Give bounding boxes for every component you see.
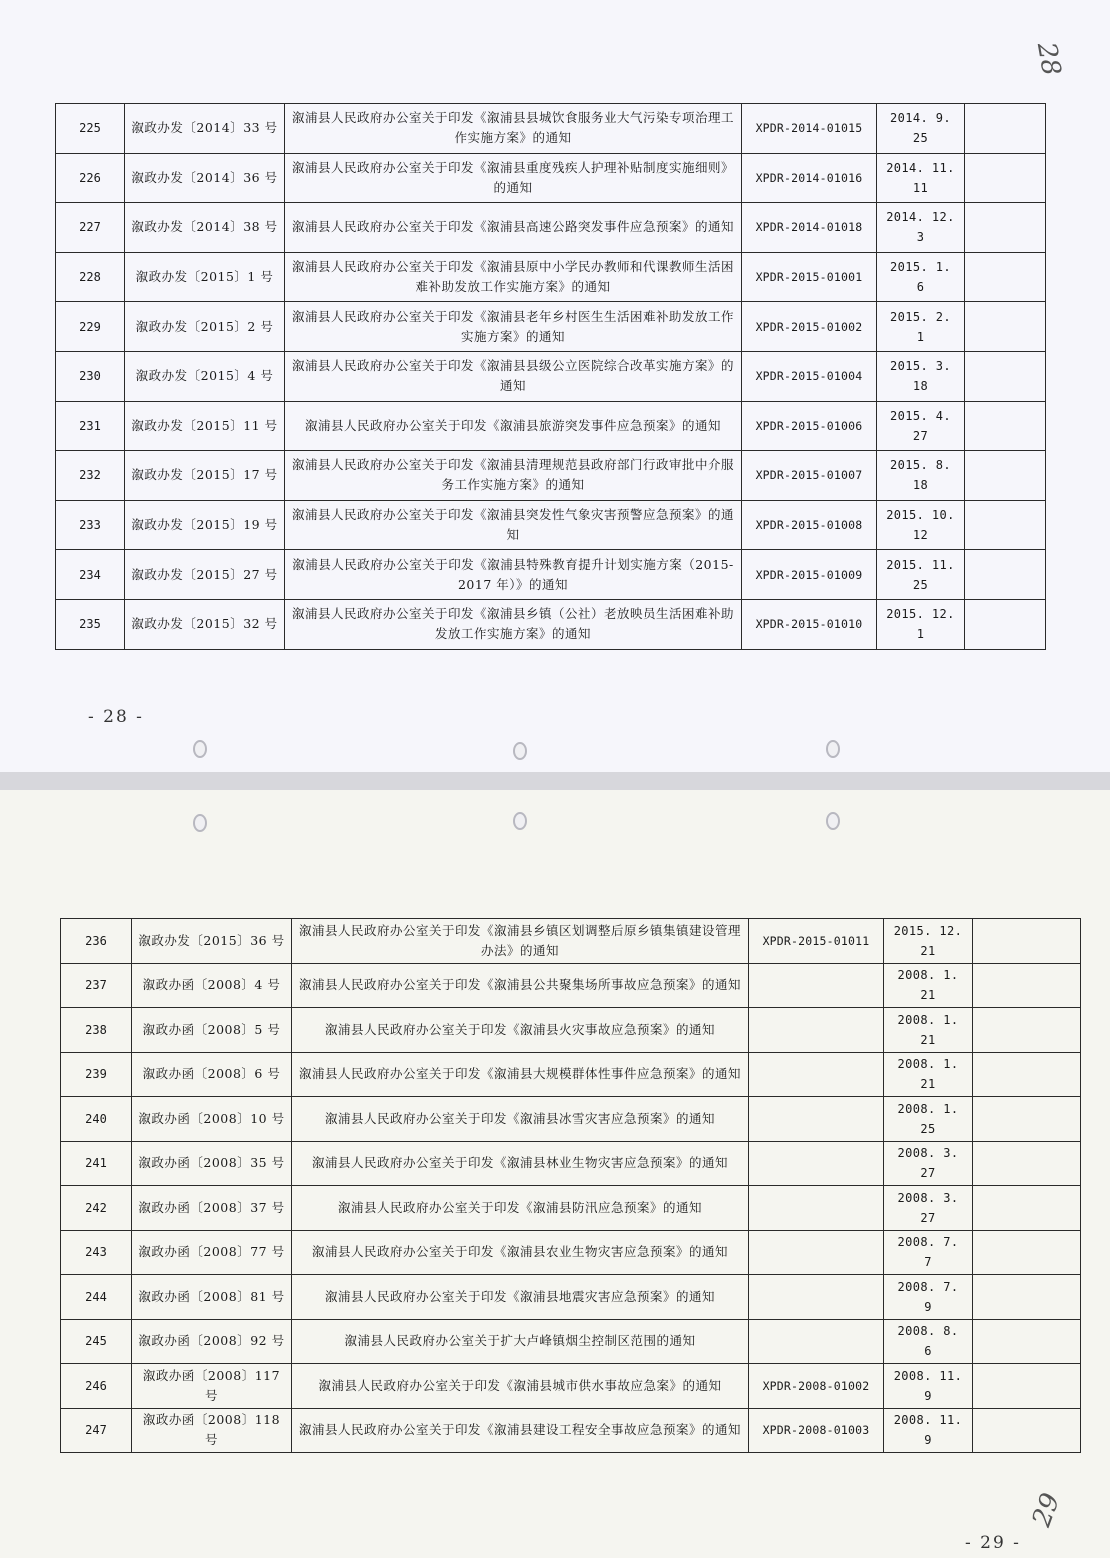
document-title-cell: 溆浦县人民政府办公室关于印发《溆浦县公共聚集场所事故应急预案》的通知 (292, 963, 749, 1008)
registration-code-cell (749, 1008, 884, 1053)
remarks-cell (973, 963, 1081, 1008)
handwritten-folio-mark: 29 (1026, 1489, 1067, 1531)
document-title-cell: 溆浦县人民政府办公室关于印发《溆浦县火灾事故应急预案》的通知 (292, 1008, 749, 1053)
row-number-cell: 247 (61, 1408, 132, 1453)
remarks-cell (965, 351, 1046, 401)
table-row (61, 1408, 1081, 1453)
issue-date-cell: 2008. 3. 27 (884, 1141, 973, 1186)
registration-code-cell (749, 1186, 884, 1231)
document-number-cell: 溆政办函〔2008〕81 号 (132, 1275, 292, 1320)
document-title-cell: 溆浦县人民政府办公室关于印发《溆浦县防汛应急预案》的通知 (292, 1186, 749, 1231)
row-number-cell: 227 (56, 203, 125, 253)
document-number-cell: 溆政办发〔2015〕32 号 (125, 599, 285, 649)
document-list-table-page-29 (60, 918, 1081, 1453)
table-row (56, 252, 1046, 302)
table-row (61, 1364, 1081, 1409)
table-row (56, 550, 1046, 600)
document-number-cell: 溆政办函〔2008〕35 号 (132, 1141, 292, 1186)
table-row (61, 963, 1081, 1008)
document-title-cell: 溆浦县人民政府办公室关于印发《溆浦县特殊教育提升计划实施方案（2015-2017 年）》的通知 (285, 550, 742, 600)
document-number-cell: 溆政办函〔2008〕4 号 (132, 963, 292, 1008)
table-row (56, 500, 1046, 550)
document-title-cell: 溆浦县人民政府办公室关于印发《溆浦县冰雪灾害应急预案》的通知 (292, 1097, 749, 1142)
row-number-cell: 237 (61, 963, 132, 1008)
table-row (61, 1097, 1081, 1142)
document-title-cell: 溆浦县人民政府办公室关于印发《溆浦县清理规范县政府部门行政审批中介服务工作实施方案》的通知 (285, 451, 742, 501)
document-number-cell: 溆政办函〔2008〕118 号 (132, 1408, 292, 1453)
registration-code-cell (749, 1052, 884, 1097)
row-number-cell: 233 (56, 500, 125, 550)
document-title-cell: 溆浦县人民政府办公室关于印发《溆浦县林业生物灾害应急预案》的通知 (292, 1141, 749, 1186)
document-number-cell: 溆政办发〔2014〕38 号 (125, 203, 285, 253)
document-title-cell: 溆浦县人民政府办公室关于印发《溆浦县县级公立医院综合改革实施方案》的通知 (285, 351, 742, 401)
table-row (61, 919, 1081, 964)
row-number-cell: 242 (61, 1186, 132, 1231)
issue-date-cell: 2015. 2. 1 (877, 302, 965, 352)
issue-date-cell: 2008. 1. 25 (884, 1097, 973, 1142)
document-title-cell: 溆浦县人民政府办公室关于印发《溆浦县高速公路突发事件应急预案》的通知 (285, 203, 742, 253)
issue-date-cell: 2008. 11. 9 (884, 1408, 973, 1453)
registration-code-cell: XPDR-2015-01007 (742, 451, 877, 501)
page-number: - 28 - (88, 707, 144, 727)
issue-date-cell: 2014. 11. 11 (877, 153, 965, 203)
document-number-cell: 溆政办发〔2015〕17 号 (125, 451, 285, 501)
document-number-cell: 溆政办函〔2008〕117 号 (132, 1364, 292, 1409)
page-number: - 29 - (965, 1533, 1021, 1553)
remarks-cell (965, 599, 1046, 649)
document-number-cell: 溆政办发〔2014〕33 号 (125, 104, 285, 154)
registration-code-cell: XPDR-2014-01016 (742, 153, 877, 203)
row-number-cell: 241 (61, 1141, 132, 1186)
punch-hole (826, 740, 840, 758)
document-title-cell: 溆浦县人民政府办公室关于扩大卢峰镇烟尘控制区范围的通知 (292, 1319, 749, 1364)
issue-date-cell: 2008. 8. 6 (884, 1319, 973, 1364)
issue-date-cell: 2008. 7. 7 (884, 1230, 973, 1275)
remarks-cell (973, 1319, 1081, 1364)
remarks-cell (973, 1230, 1081, 1275)
document-list-table-page-28 (55, 103, 1046, 650)
registration-code-cell (749, 1230, 884, 1275)
row-number-cell: 230 (56, 351, 125, 401)
page-separator (0, 772, 1110, 790)
remarks-cell (965, 451, 1046, 501)
document-title-cell: 溆浦县人民政府办公室关于印发《溆浦县老年乡村医生生活困难补助发放工作实施方案》的通知 (285, 302, 742, 352)
table-row (61, 1230, 1081, 1275)
issue-date-cell: 2015. 1. 6 (877, 252, 965, 302)
document-number-cell: 溆政办发〔2015〕36 号 (132, 919, 292, 964)
punch-hole (513, 812, 527, 830)
row-number-cell: 246 (61, 1364, 132, 1409)
document-number-cell: 溆政办函〔2008〕92 号 (132, 1319, 292, 1364)
punch-hole (193, 814, 207, 832)
document-number-cell: 溆政办发〔2015〕11 号 (125, 401, 285, 451)
table-row (56, 401, 1046, 451)
table-row (61, 1141, 1081, 1186)
document-number-cell: 溆政办发〔2014〕36 号 (125, 153, 285, 203)
registration-code-cell: XPDR-2015-01004 (742, 351, 877, 401)
document-number-cell: 溆政办函〔2008〕5 号 (132, 1008, 292, 1053)
registration-code-cell (749, 1141, 884, 1186)
remarks-cell (965, 203, 1046, 253)
document-title-cell: 溆浦县人民政府办公室关于印发《溆浦县城市供水事故应急案》的通知 (292, 1364, 749, 1409)
document-number-cell: 溆政办发〔2015〕4 号 (125, 351, 285, 401)
row-number-cell: 243 (61, 1230, 132, 1275)
document-number-cell: 溆政办发〔2015〕19 号 (125, 500, 285, 550)
issue-date-cell: 2015. 11. 25 (877, 550, 965, 600)
table-row (61, 1052, 1081, 1097)
document-title-cell: 溆浦县人民政府办公室关于印发《溆浦县大规模群体性事件应急预案》的通知 (292, 1052, 749, 1097)
document-number-cell: 溆政办函〔2008〕77 号 (132, 1230, 292, 1275)
punch-hole (513, 742, 527, 760)
document-number-cell: 溆政办函〔2008〕10 号 (132, 1097, 292, 1142)
document-title-cell: 溆浦县人民政府办公室关于印发《溆浦县农业生物灾害应急预案》的通知 (292, 1230, 749, 1275)
document-number-cell: 溆政办发〔2015〕2 号 (125, 302, 285, 352)
issue-date-cell: 2015. 8. 18 (877, 451, 965, 501)
punch-hole (826, 812, 840, 830)
table-row (61, 1186, 1081, 1231)
registration-code-cell: XPDR-2015-01002 (742, 302, 877, 352)
registration-code-cell: XPDR-2014-01018 (742, 203, 877, 253)
row-number-cell: 244 (61, 1275, 132, 1320)
document-title-cell: 溆浦县人民政府办公室关于印发《溆浦县乡镇（公社）老放映员生活困难补助发放工作实施方案》的通知 (285, 599, 742, 649)
registration-code-cell: XPDR-2015-01008 (742, 500, 877, 550)
registration-code-cell (749, 963, 884, 1008)
remarks-cell (965, 302, 1046, 352)
row-number-cell: 229 (56, 302, 125, 352)
issue-date-cell: 2015. 4. 27 (877, 401, 965, 451)
table-row (61, 1008, 1081, 1053)
row-number-cell: 228 (56, 252, 125, 302)
document-title-cell: 溆浦县人民政府办公室关于印发《溆浦县旅游突发事件应急预案》的通知 (285, 401, 742, 451)
registration-code-cell: XPDR-2015-01001 (742, 252, 877, 302)
row-number-cell: 231 (56, 401, 125, 451)
table-row (56, 351, 1046, 401)
document-title-cell: 溆浦县人民政府办公室关于印发《溆浦县建设工程安全事故应急预案》的通知 (292, 1408, 749, 1453)
handwritten-folio-mark: 28 (1030, 40, 1067, 78)
document-title-cell: 溆浦县人民政府办公室关于印发《溆浦县县城饮食服务业大气污染专项治理工作实施方案》的通知 (285, 104, 742, 154)
row-number-cell: 238 (61, 1008, 132, 1053)
remarks-cell (973, 1141, 1081, 1186)
row-number-cell: 234 (56, 550, 125, 600)
registration-code-cell: XPDR-2015-01010 (742, 599, 877, 649)
row-number-cell: 239 (61, 1052, 132, 1097)
issue-date-cell: 2008. 1. 21 (884, 1052, 973, 1097)
issue-date-cell: 2008. 1. 21 (884, 1008, 973, 1053)
registration-code-cell (749, 1275, 884, 1320)
registration-code-cell: XPDR-2008-01003 (749, 1408, 884, 1453)
issue-date-cell: 2015. 12. 1 (877, 599, 965, 649)
remarks-cell (965, 252, 1046, 302)
row-number-cell: 236 (61, 919, 132, 964)
document-number-cell: 溆政办函〔2008〕37 号 (132, 1186, 292, 1231)
registration-code-cell: XPDR-2014-01015 (742, 104, 877, 154)
row-number-cell: 226 (56, 153, 125, 203)
table-row (61, 1319, 1081, 1364)
registration-code-cell: XPDR-2015-01006 (742, 401, 877, 451)
punch-hole (193, 740, 207, 758)
document-number-cell: 溆政办发〔2015〕1 号 (125, 252, 285, 302)
document-title-cell: 溆浦县人民政府办公室关于印发《溆浦县突发性气象灾害预警应急预案》的通知 (285, 500, 742, 550)
registration-code-cell (749, 1097, 884, 1142)
issue-date-cell: 2014. 12. 3 (877, 203, 965, 253)
registration-code-cell: XPDR-2015-01011 (749, 919, 884, 964)
document-title-cell: 溆浦县人民政府办公室关于印发《溆浦县地震灾害应急预案》的通知 (292, 1275, 749, 1320)
issue-date-cell: 2008. 3. 27 (884, 1186, 973, 1231)
row-number-cell: 240 (61, 1097, 132, 1142)
table-row (56, 203, 1046, 253)
remarks-cell (973, 1364, 1081, 1409)
row-number-cell: 245 (61, 1319, 132, 1364)
table-row (56, 451, 1046, 501)
issue-date-cell: 2008. 7. 9 (884, 1275, 973, 1320)
document-title-cell: 溆浦县人民政府办公室关于印发《溆浦县原中小学民办教师和代课教师生活困难补助发放工作实施方案》的通知 (285, 252, 742, 302)
remarks-cell (973, 1186, 1081, 1231)
table-row (56, 104, 1046, 154)
table-row (61, 1275, 1081, 1320)
remarks-cell (973, 1408, 1081, 1453)
remarks-cell (965, 401, 1046, 451)
remarks-cell (973, 1008, 1081, 1053)
registration-code-cell: XPDR-2008-01002 (749, 1364, 884, 1409)
remarks-cell (965, 104, 1046, 154)
row-number-cell: 235 (56, 599, 125, 649)
registration-code-cell (749, 1319, 884, 1364)
registration-code-cell: XPDR-2015-01009 (742, 550, 877, 600)
remarks-cell (973, 1097, 1081, 1142)
table-row (56, 302, 1046, 352)
table-row (56, 153, 1046, 203)
document-title-cell: 溆浦县人民政府办公室关于印发《溆浦县乡镇区划调整后原乡镇集镇建设管理办法》的通知 (292, 919, 749, 964)
remarks-cell (973, 1275, 1081, 1320)
issue-date-cell: 2015. 3. 18 (877, 351, 965, 401)
document-number-cell: 溆政办函〔2008〕6 号 (132, 1052, 292, 1097)
remarks-cell (973, 1052, 1081, 1097)
issue-date-cell: 2008. 11. 9 (884, 1364, 973, 1409)
issue-date-cell: 2014. 9. 25 (877, 104, 965, 154)
row-number-cell: 225 (56, 104, 125, 154)
remarks-cell (973, 919, 1081, 964)
issue-date-cell: 2015. 10. 12 (877, 500, 965, 550)
remarks-cell (965, 153, 1046, 203)
issue-date-cell: 2015. 12. 21 (884, 919, 973, 964)
table-row (56, 599, 1046, 649)
issue-date-cell: 2008. 1. 21 (884, 963, 973, 1008)
document-number-cell: 溆政办发〔2015〕27 号 (125, 550, 285, 600)
document-title-cell: 溆浦县人民政府办公室关于印发《溆浦县重度残疾人护理补贴制度实施细则》的通知 (285, 153, 742, 203)
remarks-cell (965, 500, 1046, 550)
row-number-cell: 232 (56, 451, 125, 501)
remarks-cell (965, 550, 1046, 600)
